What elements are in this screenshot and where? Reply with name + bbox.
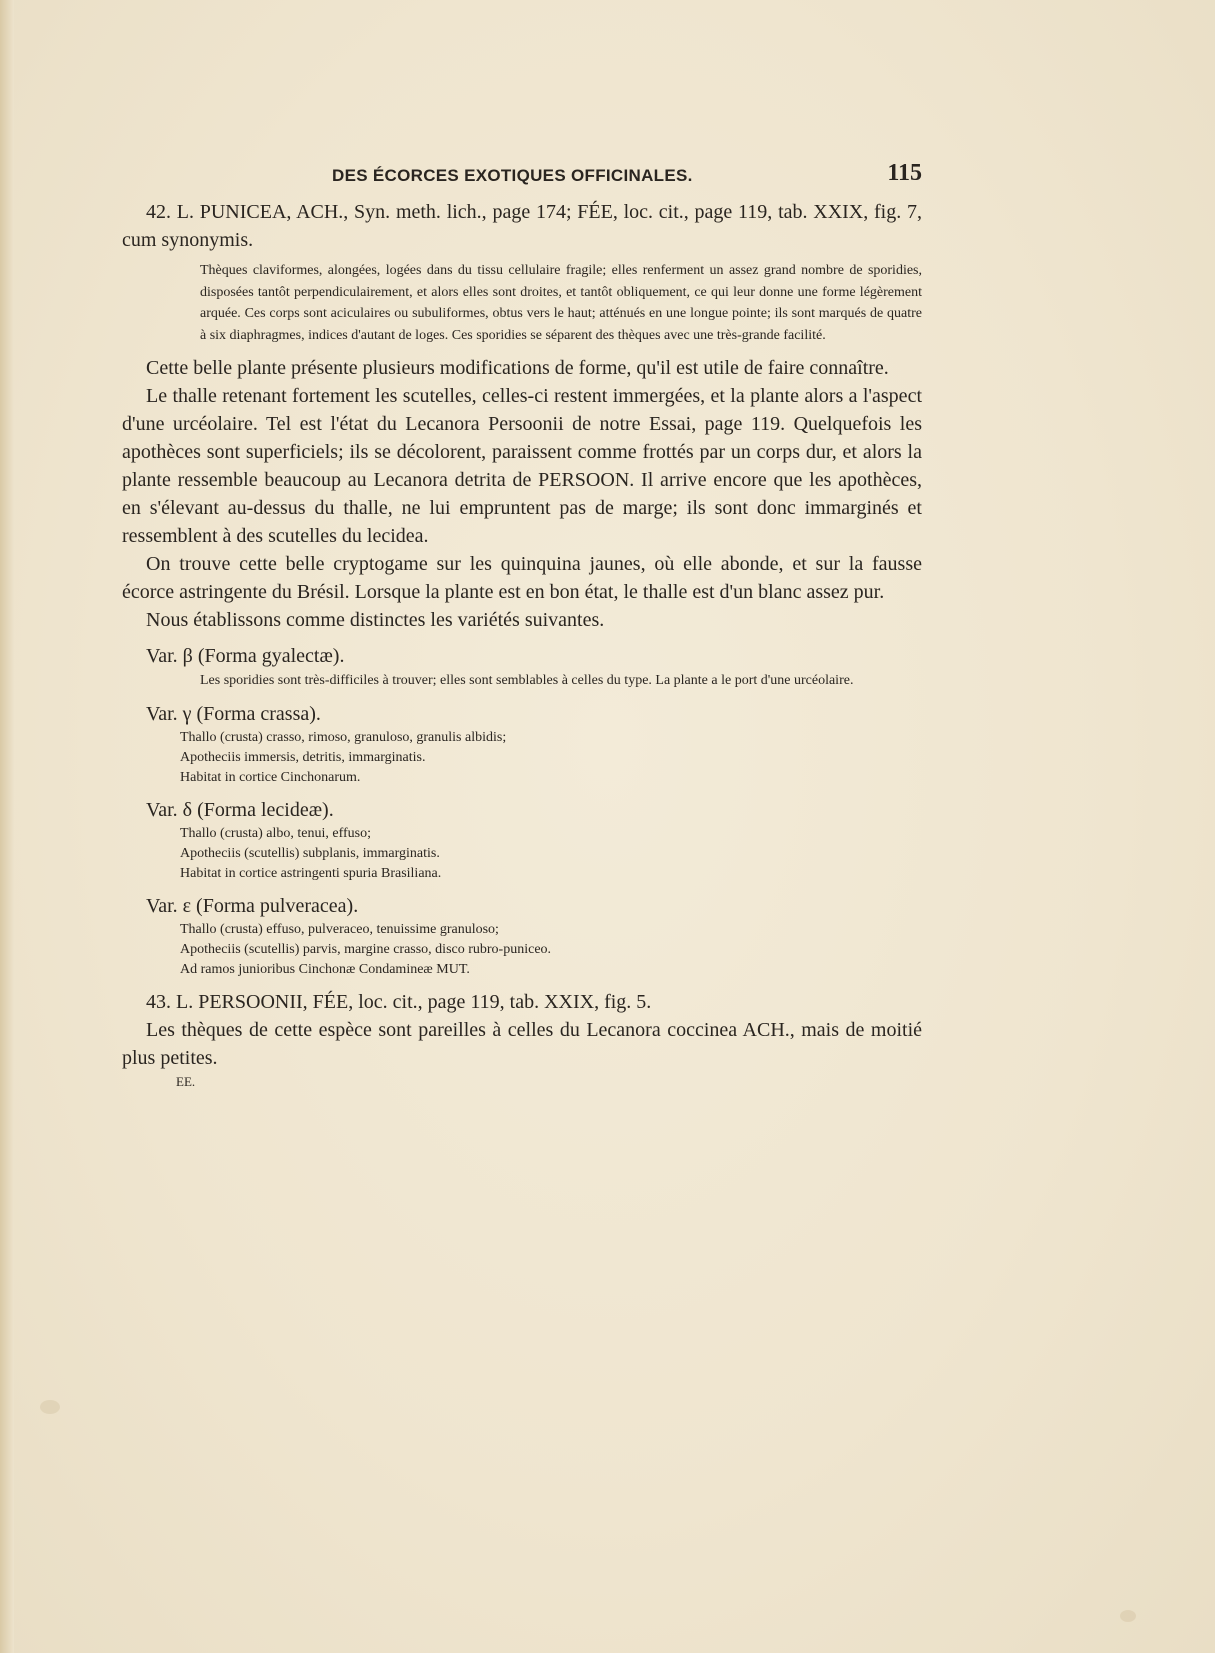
variety-line: Ad ramos junioribus Cinchonæ Condamineæ MUT. [180,961,470,977]
page-number: 115 [887,160,922,186]
variety-line: Apotheciis (scutellis) subplanis, immarginatis. [180,845,440,861]
variety-epsilon-heading: Var. ε (Forma pulveracea). [146,894,359,917]
binding-edge [0,0,14,1653]
body-text [122,198,922,1090]
variety-line: Thallo (crusta) crasso, rimoso, granuloso, granulis albidis; [180,729,507,745]
variety-delta-heading: Var. δ (Forma lecideæ). [146,798,334,821]
variety-line: Thallo (crusta) effuso, pulveraceo, tenuissime granuloso; [180,921,499,937]
entry-42-heading: 42. L. PUNICEA, ACH., Syn. meth. lich., page 174; FÉE, loc. cit., page 119, tab. XXIX, fig. 7, cum synonymis. [122,201,922,251]
entry-43-text: Les thèques de cette espèce sont pareilles à celles du Lecanora coccinea ACH., mais de moitié plus petites. [122,1018,922,1069]
page-header [122,160,922,190]
variety-beta-text: Les sporidies sont très-difficiles à trouver; elles sont semblables à celles du type. La plante a le port d'une urcéolaire. [200,673,854,688]
running-head: DES ÉCORCES EXOTIQUES OFFICINALES. [332,166,693,185]
foxing-spot [40,1400,60,1414]
signature-mark: EE. [176,1073,196,1089]
variety-beta-heading: Var. β (Forma gyalectæ). [146,645,345,667]
paragraph: On trouve cette belle cryptogame sur les quinquina jaunes, où elle abonde, et sur la fausse écorce astringente du Brésil. Lorsque la plante est en bon état, le thalle est d'un blanc assez pur. [122,553,922,603]
paragraph: Le thalle retenant fortement les scutelles, celles-ci restent immergées, et la plante alors a l'aspect d'une urcéolaire. Tel est l'état du Lecanora Persoonii de notre Essai, page 119. Quelquefois les apothèces sont superficiels; ils se décolorent, paraissent comme frottés par un corps dur, et alors la plante ressemble beaucoup au Lecanora detrita de PERSOON. Il arrive encore que les apothèces, en s'élevant au-dessus du thalle, ne lui empruntent pas de marge; ils sont donc immarginés et ressemblent à des scutelles du lecidea. [122,385,922,547]
variety-line: Apotheciis immersis, detritis, immarginatis. [180,749,426,765]
variety-gamma-heading: Var. γ (Forma crassa). [146,702,321,725]
variety-line: Habitat in cortice Cinchonarum. [180,769,361,785]
variety-line: Thallo (crusta) albo, tenui, effuso; [180,825,372,841]
entry-42-description: Thèques claviformes, alongées, logées dans du tissu cellulaire fragile; elles renferment un assez grand nombre de sporidies, disposées tantôt perpendiculairement, et alors elles sont droites, et tantôt obliquement, ce qui leur donne une forme légèrement arquée. Ces corps sont aciculaires ou subuliformes, obtus vers le haut; atténués en une longue pointe; ils sont marqués de quatre à six diaphragmes, indices d'autant de loges. Ces sporidies se séparent des thèques avec une très-grande facilité. [200,263,922,343]
foxing-spot [1120,1610,1136,1622]
variety-line: Apotheciis (scutellis) parvis, margine crasso, disco rubro-puniceo. [180,941,552,957]
paragraph: Cette belle plante présente plusieurs modifications de forme, qu'il est utile de faire connaître. [146,357,889,379]
paragraph: Nous établissons comme distinctes les variétés suivantes. [146,609,605,631]
variety-line: Habitat in cortice astringenti spuria Brasiliana. [180,865,442,881]
entry-43-heading: 43. L. PERSOONII, FÉE, loc. cit., page 119, tab. XXIX, fig. 5. [146,990,652,1013]
